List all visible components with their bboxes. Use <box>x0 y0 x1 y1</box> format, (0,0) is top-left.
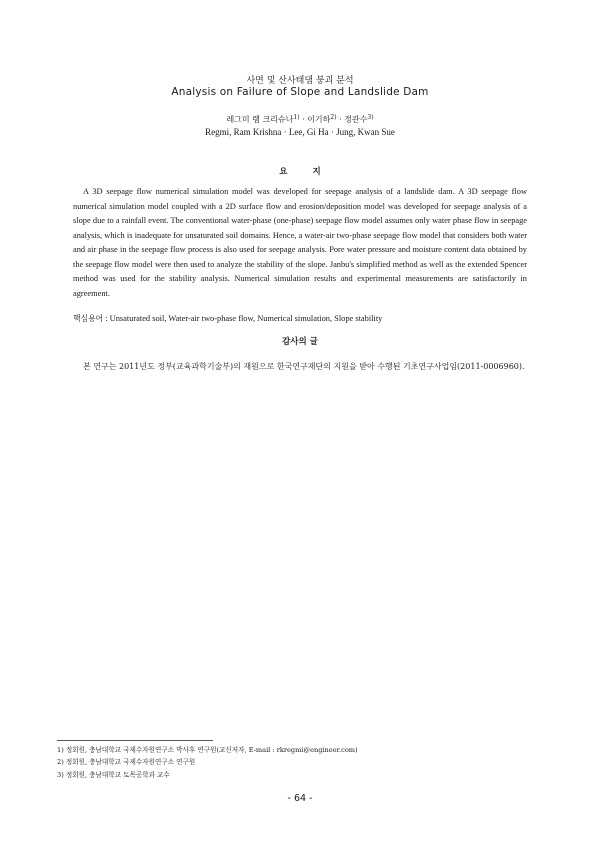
author-name: 레그미 램 크리슈나 <box>226 115 294 124</box>
author-footnote-mark: 2) <box>330 114 337 121</box>
footnotes <box>57 744 537 781</box>
keywords-line <box>73 313 527 324</box>
authors-english: Regmi, Ram Krishna · Lee, Gi Ha · Jung, Kwan Sue <box>205 127 395 137</box>
title-korean: 사면 및 산사태댐 붕괴 분석 <box>246 76 354 86</box>
author-separator: · <box>336 115 345 124</box>
abstract-heading: 요 지 <box>279 167 321 177</box>
authors-korean <box>0 114 600 125</box>
footnote-2: 2) 정회원, 충남대학교 국제수자원연구소 연구원 <box>57 758 196 767</box>
author-name: 정관수 <box>344 115 368 124</box>
author-footnote-mark: 3) <box>367 114 374 121</box>
acknowledgement-text: 본 연구는 2011년도 정부(교육과학기술부)의 재원으로 한국연구재단의 지원을 받아 수행된 기초연구사업임(2011-0006960). <box>83 362 525 371</box>
keywords-text: Unsaturated soil, Water-air two-phase flow, Numerical simulation, Slope stability <box>109 314 383 323</box>
footnote-3: 3) 정회원, 충남대학교 토목공학과 교수 <box>57 770 170 779</box>
acknowledgement-heading: 감사의 글 <box>282 337 318 347</box>
title-english: Analysis on Failure of Slope and Landslide Dam <box>171 86 429 98</box>
footnote-divider <box>57 740 213 741</box>
author-name: 이기하 <box>307 115 331 124</box>
page-number: - 64 - <box>287 793 313 804</box>
author-separator: · <box>299 115 308 124</box>
keywords-separator: : <box>105 314 110 323</box>
footnote-1: 1) 정회원, 충남대학교 국제수자원연구소 박사후 연구원(교신저자, E-mail : rkregmi@engineer.com) <box>57 746 358 754</box>
abstract-text: A 3D seepage flow numerical simulation model was developed for seepage analysis of a landslide dam. A 3D seepage flow numerical simulation model coupled with a 2D surface flow and erosion/deposition model was developed for seepage analysis of a slope due to a rainfall event. The conventional water-phase (one-phase) seepage flow model assumes only water phase flow in seepage analysis, which is inadequate for unsaturated soil domains. Hence, a water-air two-phase seepage flow model that considers both water and air phase in the seepage flow process is also used for seepage analysis. Pore water pressure and moisture content data obtained by the seepage flow model were then used to analyze the stability of the slope. Janbu's simplified method as well as the extended Spencer method was used for the stability analysis. Numerical simulation results and experimental measurements are satisfactorily in agreement. <box>73 187 527 298</box>
keywords-label: 핵심용어 <box>73 314 104 323</box>
author-footnote-mark: 1) <box>293 114 300 121</box>
